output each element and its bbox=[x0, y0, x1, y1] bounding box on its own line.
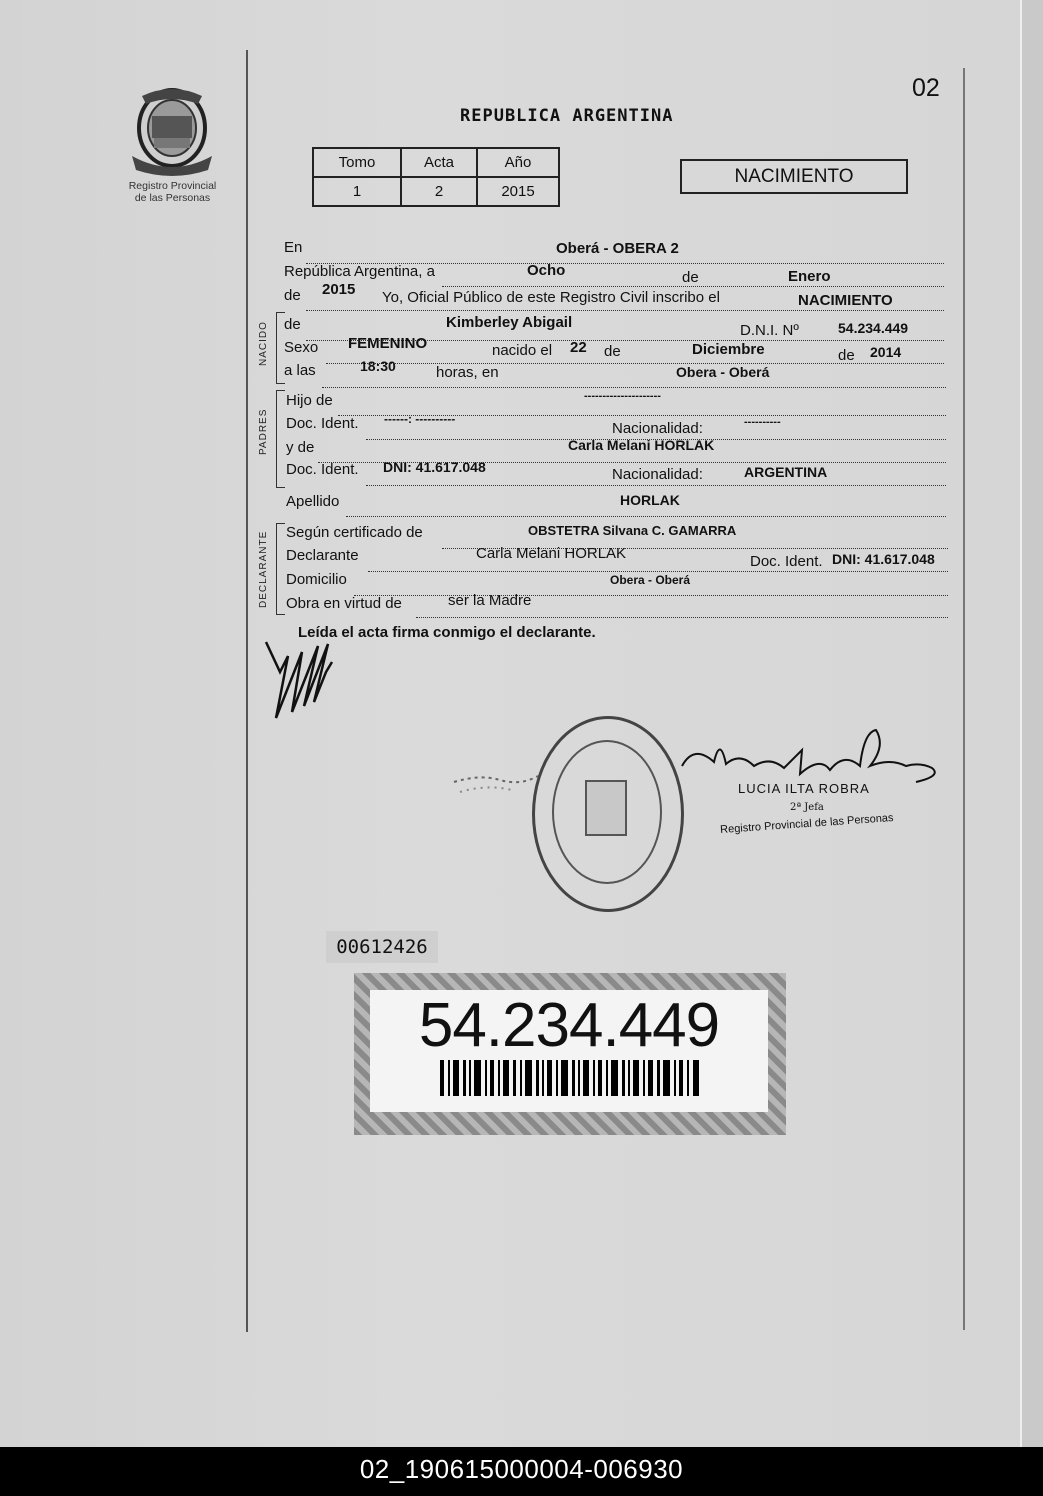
declarante-section-label: DECLARANTE bbox=[258, 530, 269, 608]
doc2-value: DNI: 41.617.048 bbox=[383, 459, 486, 475]
nacido-anio: 2014 bbox=[870, 344, 902, 360]
line-hora bbox=[322, 367, 946, 388]
nacido-section-label: NACIDO bbox=[258, 321, 269, 366]
nac1-value: ---------- bbox=[744, 416, 781, 428]
virtud-label: Obra en virtud de bbox=[286, 595, 402, 612]
declarante-label: Declarante bbox=[286, 547, 359, 564]
tomo-header: Tomo bbox=[313, 148, 401, 177]
hijo-value: --------------------- bbox=[584, 390, 661, 402]
inscribo-text: Yo, Oficial Público de este Registro Civil inscribo el bbox=[382, 289, 720, 306]
nacido-mes: Diciembre bbox=[692, 341, 765, 358]
dia-value: Ocho bbox=[527, 262, 566, 279]
cert-value: OBSTETRA Silvana C. GAMARRA bbox=[528, 523, 737, 538]
nacido-dia: 22 bbox=[570, 339, 587, 356]
declarante-value: Carla Melani HORLAK bbox=[476, 545, 627, 562]
seal-emblem-icon bbox=[585, 780, 627, 836]
nac2-value: ARGENTINA bbox=[744, 464, 828, 480]
nombre-label: de bbox=[284, 316, 301, 333]
hora-label: a las bbox=[284, 362, 316, 379]
signatory-organization: Registro Provincial de las Personas bbox=[719, 811, 894, 837]
serial-number: 00612426 bbox=[326, 931, 438, 963]
doc1-label: Doc. Ident. bbox=[286, 415, 359, 432]
sexo-value: FEMENINO bbox=[348, 335, 428, 352]
horas-label: horas, en bbox=[436, 364, 499, 381]
apellido-label: Apellido bbox=[286, 493, 340, 510]
domicilio-label: Domicilio bbox=[286, 571, 347, 588]
page-number: 02 bbox=[912, 74, 940, 102]
hijo-label: Hijo de bbox=[286, 392, 333, 409]
smudge-marks bbox=[450, 762, 540, 802]
en-value: Oberá - OBERA 2 bbox=[556, 240, 679, 257]
anio-value: 2015 bbox=[322, 281, 356, 298]
barcode-icon bbox=[440, 1060, 700, 1096]
yde-label: y de bbox=[286, 439, 315, 456]
tomo-value: 1 bbox=[313, 177, 401, 206]
right-margin-rule bbox=[963, 68, 965, 1330]
padres-section-label: PADRES bbox=[258, 408, 269, 455]
record-type-box: NACIMIENTO bbox=[680, 159, 908, 194]
hora-value: 18:30 bbox=[360, 358, 396, 374]
de-label: de bbox=[682, 269, 699, 286]
dni-sticker-number: 54.234.449 bbox=[418, 991, 720, 1060]
page-edge bbox=[1020, 0, 1043, 1447]
anio-header: Año bbox=[477, 148, 559, 177]
republica-label: República Argentina, a bbox=[284, 263, 435, 280]
cert-label: Según certificado de bbox=[286, 524, 423, 541]
closing-statement: Leída el acta firma conmigo el declarante. bbox=[298, 624, 596, 641]
dni-label: D.N.I. Nº bbox=[740, 322, 799, 339]
inscribo-value: NACIMIENTO bbox=[798, 292, 893, 309]
madre-value: Carla Melani HORLAK bbox=[568, 437, 715, 453]
apellido-value: HORLAK bbox=[620, 492, 680, 508]
doc2-label: Doc. Ident. bbox=[286, 461, 359, 478]
mes-value: Enero bbox=[788, 268, 831, 285]
decl-doc-label: Doc. Ident. bbox=[750, 553, 823, 570]
lugar-value: Obera - Oberá bbox=[676, 364, 770, 380]
document-title: REPUBLICA ARGENTINA bbox=[460, 106, 674, 126]
document-id-footer: 02_190615000004-006930 bbox=[0, 1447, 1043, 1496]
domicilio-value: Obera - Oberá bbox=[610, 573, 691, 587]
dni-value: 54.234.449 bbox=[838, 320, 909, 336]
anio-prefix-label: de bbox=[284, 287, 301, 304]
declarant-signature bbox=[262, 632, 338, 724]
acta-value: 2 bbox=[401, 177, 477, 206]
provincial-crest-icon bbox=[128, 86, 216, 176]
left-margin-rule bbox=[246, 50, 248, 1332]
nombre-value: Kimberley Abigail bbox=[446, 314, 573, 331]
nacido-de-label: de bbox=[604, 343, 621, 360]
crest-caption: Registro Provincial de las Personas bbox=[128, 180, 217, 204]
anio-value: 2015 bbox=[477, 177, 559, 206]
declarante-bracket bbox=[276, 523, 285, 615]
acta-header: Acta bbox=[401, 148, 477, 177]
nacido-label: nacido el bbox=[492, 342, 553, 359]
decl-doc-value: DNI: 41.617.048 bbox=[832, 551, 935, 567]
sexo-label: Sexo bbox=[284, 339, 319, 356]
record-reference-table bbox=[312, 147, 560, 207]
en-label: En bbox=[284, 239, 303, 256]
padres-bracket bbox=[276, 390, 285, 488]
nacido-de2-label: de bbox=[838, 347, 855, 364]
doc1-value: ------: ---------- bbox=[384, 412, 456, 426]
signatory-name: LUCIA ILTA ROBRA bbox=[738, 781, 870, 796]
signatory-role: 2ª Jefa bbox=[790, 802, 824, 813]
virtud-value: ser la Madre bbox=[448, 592, 532, 609]
nac1-label: Nacionalidad: bbox=[612, 420, 703, 437]
nac2-label: Nacionalidad: bbox=[612, 466, 703, 483]
